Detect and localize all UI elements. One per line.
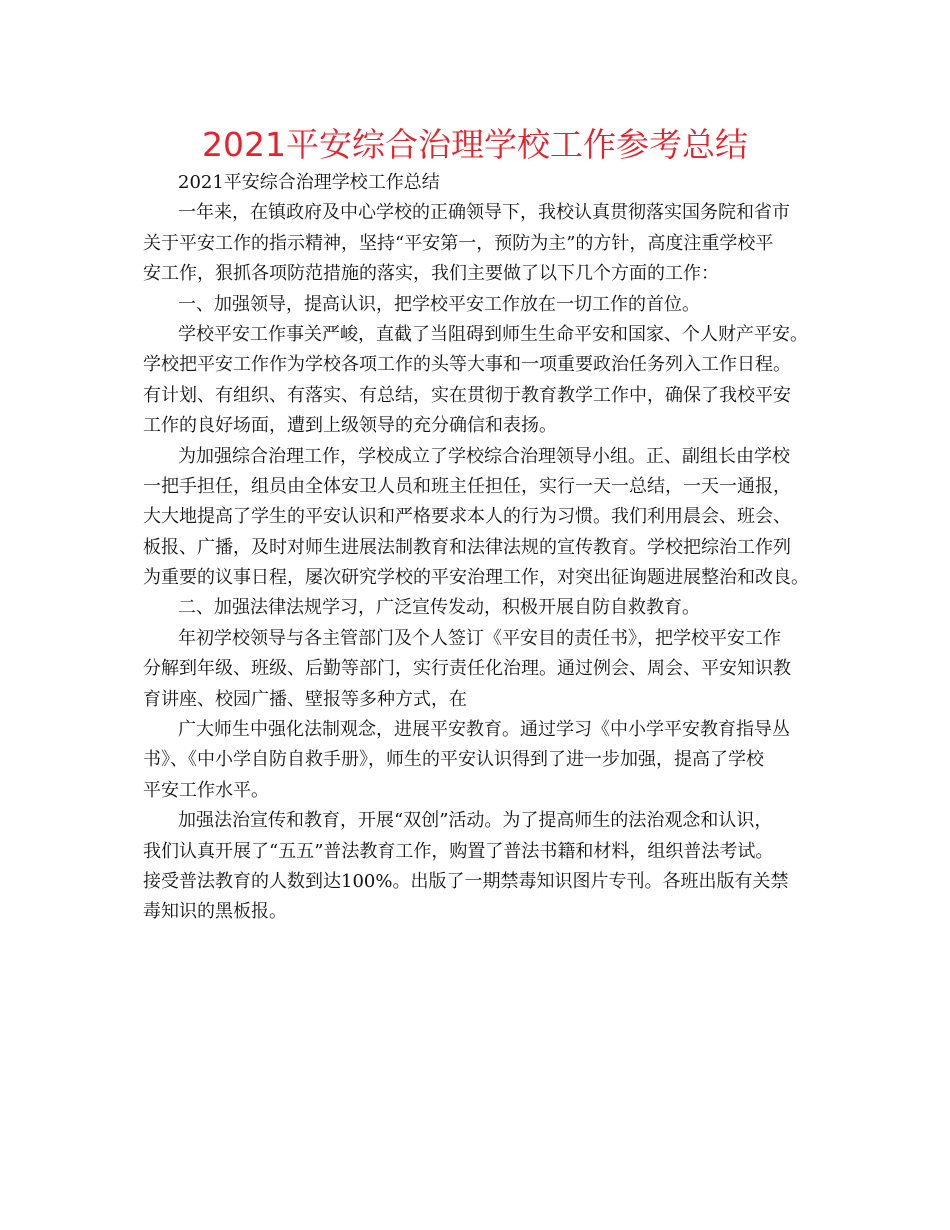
document-body (143, 168, 843, 928)
text-line: 接受普法教育的人数到达100%。出版了一期禁毒知识图片专刊。各班出版有关禁 (143, 870, 789, 892)
text-line: 平安工作水平。 (143, 779, 269, 801)
document-title: 2021平安综合治理学校工作参考总结 (202, 125, 748, 164)
text-line: 一年来，在镇政府及中心学校的正确领导下，我校认真贯彻落实国务院和省市 (178, 202, 790, 224)
text-line: 广大师生中强化法制观念，进展平安教育。通过学习《中小学平安教育指导丛 (178, 719, 790, 741)
text-line: 学校把平安工作作为学校各项工作的头等大事和一项重要政治任务列入工作日程。 (143, 354, 791, 376)
text-line: 2021平安综合治理学校工作总结 (178, 172, 440, 193)
text-line: 育讲座、校园广播、壁报等多种方式，在 (143, 688, 467, 710)
text-line: 有计划、有组织、有落实、有总结，实在贯彻于教育教学工作中，确保了我校平安 (143, 384, 791, 406)
text-line: 板报、广播，及时对师生进展法制教育和法律法规的宣传教育。学校把综治工作列 (143, 536, 791, 558)
text-line: 为重要的议事日程，屡次研究学校的平安治理工作，对突出征询题进展整治和改良。 (143, 567, 809, 589)
text-line: 二、加强法律法规学习，广泛宣传发动，积极开展自防自救教育。 (178, 597, 700, 619)
text-line: 年初学校领导与各主管部门及个人签订《平安目的责任书》，把学校平安工作 (178, 627, 781, 649)
text-line: 一、加强领导，提高认识，把学校平安工作放在一切工作的首位。 (178, 293, 700, 315)
text-line: 我们认真开展了“五五”普法教育工作，购置了普法书籍和材料，组织普法考试。 (143, 840, 774, 862)
text-line: 工作的良好场面，遭到上级领导的充分确信和表扬。 (143, 415, 557, 437)
text-line: 关于平安工作的指示精神，坚持“平安第一，预防为主”的方针，高度注重学校平 (143, 232, 774, 254)
text-line: 为加强综合治理工作，学校成立了学校综合治理领导小组。正、副组长由学校 (178, 445, 790, 467)
text-line: 学校平安工作事关严峻，直截了当阻碍到师生生命平安和国家、个人财产平安。 (178, 323, 808, 345)
text-line: 大大地提高了学生的平安认识和严格要求本人的行为习惯。我们利用晨会、班会、 (143, 506, 791, 528)
text-line: 加强法治宣传和教育，开展“双创”活动。为了提高师生的法治观念和认识， (178, 810, 773, 832)
text-line: 毒知识的黑板报。 (143, 901, 287, 923)
text-line: 安工作，狠抓各项防范措施的落实，我们主要做了以下几个方面的工作： (143, 263, 719, 285)
text-line: 书》、《中小学自防自救手册》，师生的平安认识得到了进一步加强，提高了学校 (143, 749, 764, 771)
text-line: 分解到年级、班级、后勤等部门，实行责任化治理。通过例会、周会、平安知识教 (143, 658, 791, 680)
text-line: 一把手担任，组员由全体安卫人员和班主任担任，实行一天一总结，一天一通报， (143, 475, 791, 497)
